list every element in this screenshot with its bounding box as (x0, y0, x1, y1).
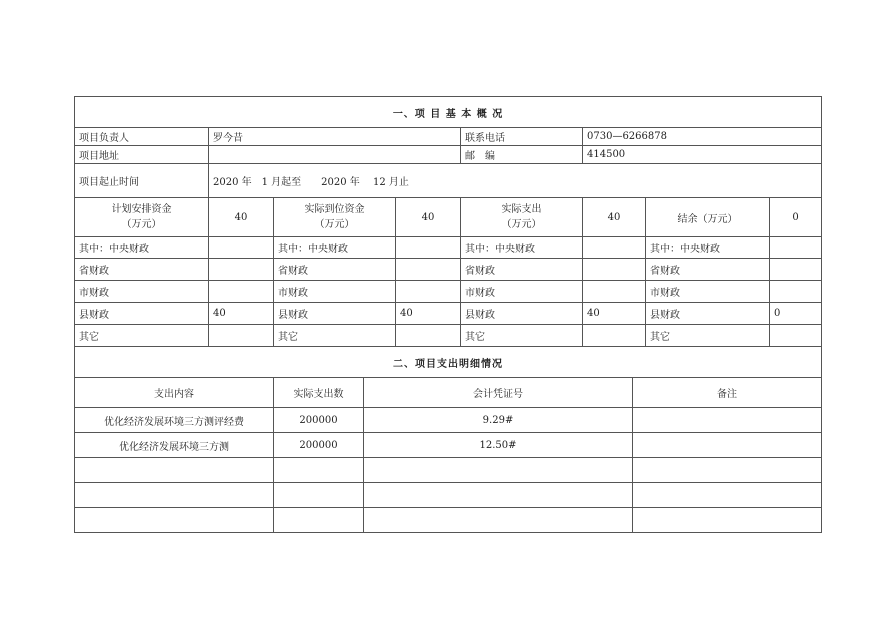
balance-value: 0 (770, 198, 822, 237)
received-funds-label-line1: 实际到位资金 (304, 204, 365, 215)
row-note (633, 508, 822, 533)
row-content (75, 483, 274, 508)
row-amount (274, 508, 364, 533)
row-amount: 200000 (274, 408, 364, 433)
sub-row-province (75, 259, 822, 281)
sub-row-received: 40 (396, 303, 461, 325)
row-note (633, 483, 822, 508)
planned-funds-value: 40 (209, 198, 274, 237)
received-funds-label (274, 198, 396, 237)
row-voucher (364, 483, 633, 508)
table-row (75, 458, 822, 483)
sub-row-received (396, 281, 461, 303)
sub-row-planned (209, 281, 274, 303)
sub-row-planned (209, 325, 274, 347)
spent-funds-label-line2: （万元） (501, 219, 542, 230)
row-amount (274, 458, 364, 483)
table-row (75, 508, 822, 533)
address-label: 项目地址 (75, 146, 209, 164)
sub-row-spent (583, 259, 646, 281)
header-amount: 实际支出数 (274, 378, 364, 408)
balance-label: 结余（万元） (646, 198, 770, 237)
row-voucher: 12.50# (364, 433, 633, 458)
sub-row-other (75, 325, 822, 347)
sub-row-label: 省财政 (461, 259, 583, 281)
sub-row-label: 市财政 (75, 281, 209, 303)
section2-title: 二、项目支出明细情况 (75, 347, 822, 378)
leader-label: 项目负责人 (75, 128, 209, 146)
table-row (75, 408, 822, 433)
row-voucher (364, 508, 633, 533)
planned-funds-label-line1: 计划安排资金 (111, 204, 172, 215)
sub-row-spent (583, 281, 646, 303)
project-form (74, 96, 821, 533)
phone-label: 联系电话 (461, 128, 583, 146)
row-content: 优化经济发展环境三方测评经费 (75, 408, 274, 433)
sub-row-received (396, 325, 461, 347)
sub-row-received (396, 237, 461, 259)
header-note: 备注 (633, 378, 822, 408)
sub-row-spent (583, 237, 646, 259)
sub-row-city (75, 281, 822, 303)
planned-funds-label (75, 198, 209, 237)
sub-row-label: 其中：中央财政 (461, 237, 583, 259)
sub-row-label: 市财政 (461, 281, 583, 303)
sub-row-label: 其它 (75, 325, 209, 347)
sub-row-label: 市财政 (274, 281, 396, 303)
period-value: 2020 年 1 月起至 2020 年 12 月止 (209, 164, 822, 198)
header-voucher: 会计凭证号 (364, 378, 633, 408)
sub-row-received (396, 259, 461, 281)
received-funds-label-line2: （万元） (314, 219, 355, 230)
sub-row-label: 省财政 (646, 259, 770, 281)
sub-row-label: 其它 (646, 325, 770, 347)
sub-row-label: 省财政 (274, 259, 396, 281)
row-note (633, 458, 822, 483)
sub-row-central (75, 237, 822, 259)
postcode-label: 邮 编 (461, 146, 583, 164)
sub-row-planned: 40 (209, 303, 274, 325)
sub-row-label: 其中：中央财政 (646, 237, 770, 259)
table-row (75, 433, 822, 458)
expenditure-detail-table (74, 347, 822, 533)
sub-row-label: 其中：中央财政 (274, 237, 396, 259)
row-note (633, 408, 822, 433)
sub-row-label: 县财政 (274, 303, 396, 325)
sub-row-planned (209, 259, 274, 281)
sub-row-label: 其它 (461, 325, 583, 347)
sub-row-balance (770, 281, 822, 303)
spent-funds-label-line1: 实际支出 (501, 204, 542, 215)
address-value (209, 146, 461, 164)
sub-row-spent (583, 325, 646, 347)
sub-row-label: 县财政 (646, 303, 770, 325)
row-note (633, 433, 822, 458)
row-voucher (364, 458, 633, 483)
sub-row-label: 省财政 (75, 259, 209, 281)
sub-row-balance (770, 237, 822, 259)
section1-title: 一、项 目 基 本 概 况 (75, 97, 822, 128)
sub-row-label: 县财政 (461, 303, 583, 325)
postcode-value: 414500 (583, 146, 822, 164)
expenditure-header-row (75, 378, 822, 408)
sub-row-planned (209, 237, 274, 259)
sub-row-balance (770, 325, 822, 347)
row-amount (274, 483, 364, 508)
planned-funds-label-line2: （万元） (121, 219, 162, 230)
spent-funds-value: 40 (583, 198, 646, 237)
spent-funds-label (461, 198, 583, 237)
sub-row-label: 县财政 (75, 303, 209, 325)
period-label: 项目起止时间 (75, 164, 209, 198)
table-row (75, 483, 822, 508)
sub-row-county (75, 303, 822, 325)
received-funds-value: 40 (396, 198, 461, 237)
sub-row-balance (770, 259, 822, 281)
row-amount: 200000 (274, 433, 364, 458)
row-content (75, 508, 274, 533)
sub-row-spent: 40 (583, 303, 646, 325)
basic-info-table (74, 96, 822, 347)
row-content: 优化经济发展环境三方测 (75, 433, 274, 458)
row-content (75, 458, 274, 483)
sub-row-label: 其它 (274, 325, 396, 347)
header-content: 支出内容 (75, 378, 274, 408)
sub-row-label: 其中：中央财政 (75, 237, 209, 259)
phone-value: 0730—6266878 (583, 128, 822, 146)
sub-row-balance: 0 (770, 303, 822, 325)
sub-row-label: 市财政 (646, 281, 770, 303)
leader-value: 罗今昔 (209, 128, 461, 146)
row-voucher: 9.29# (364, 408, 633, 433)
